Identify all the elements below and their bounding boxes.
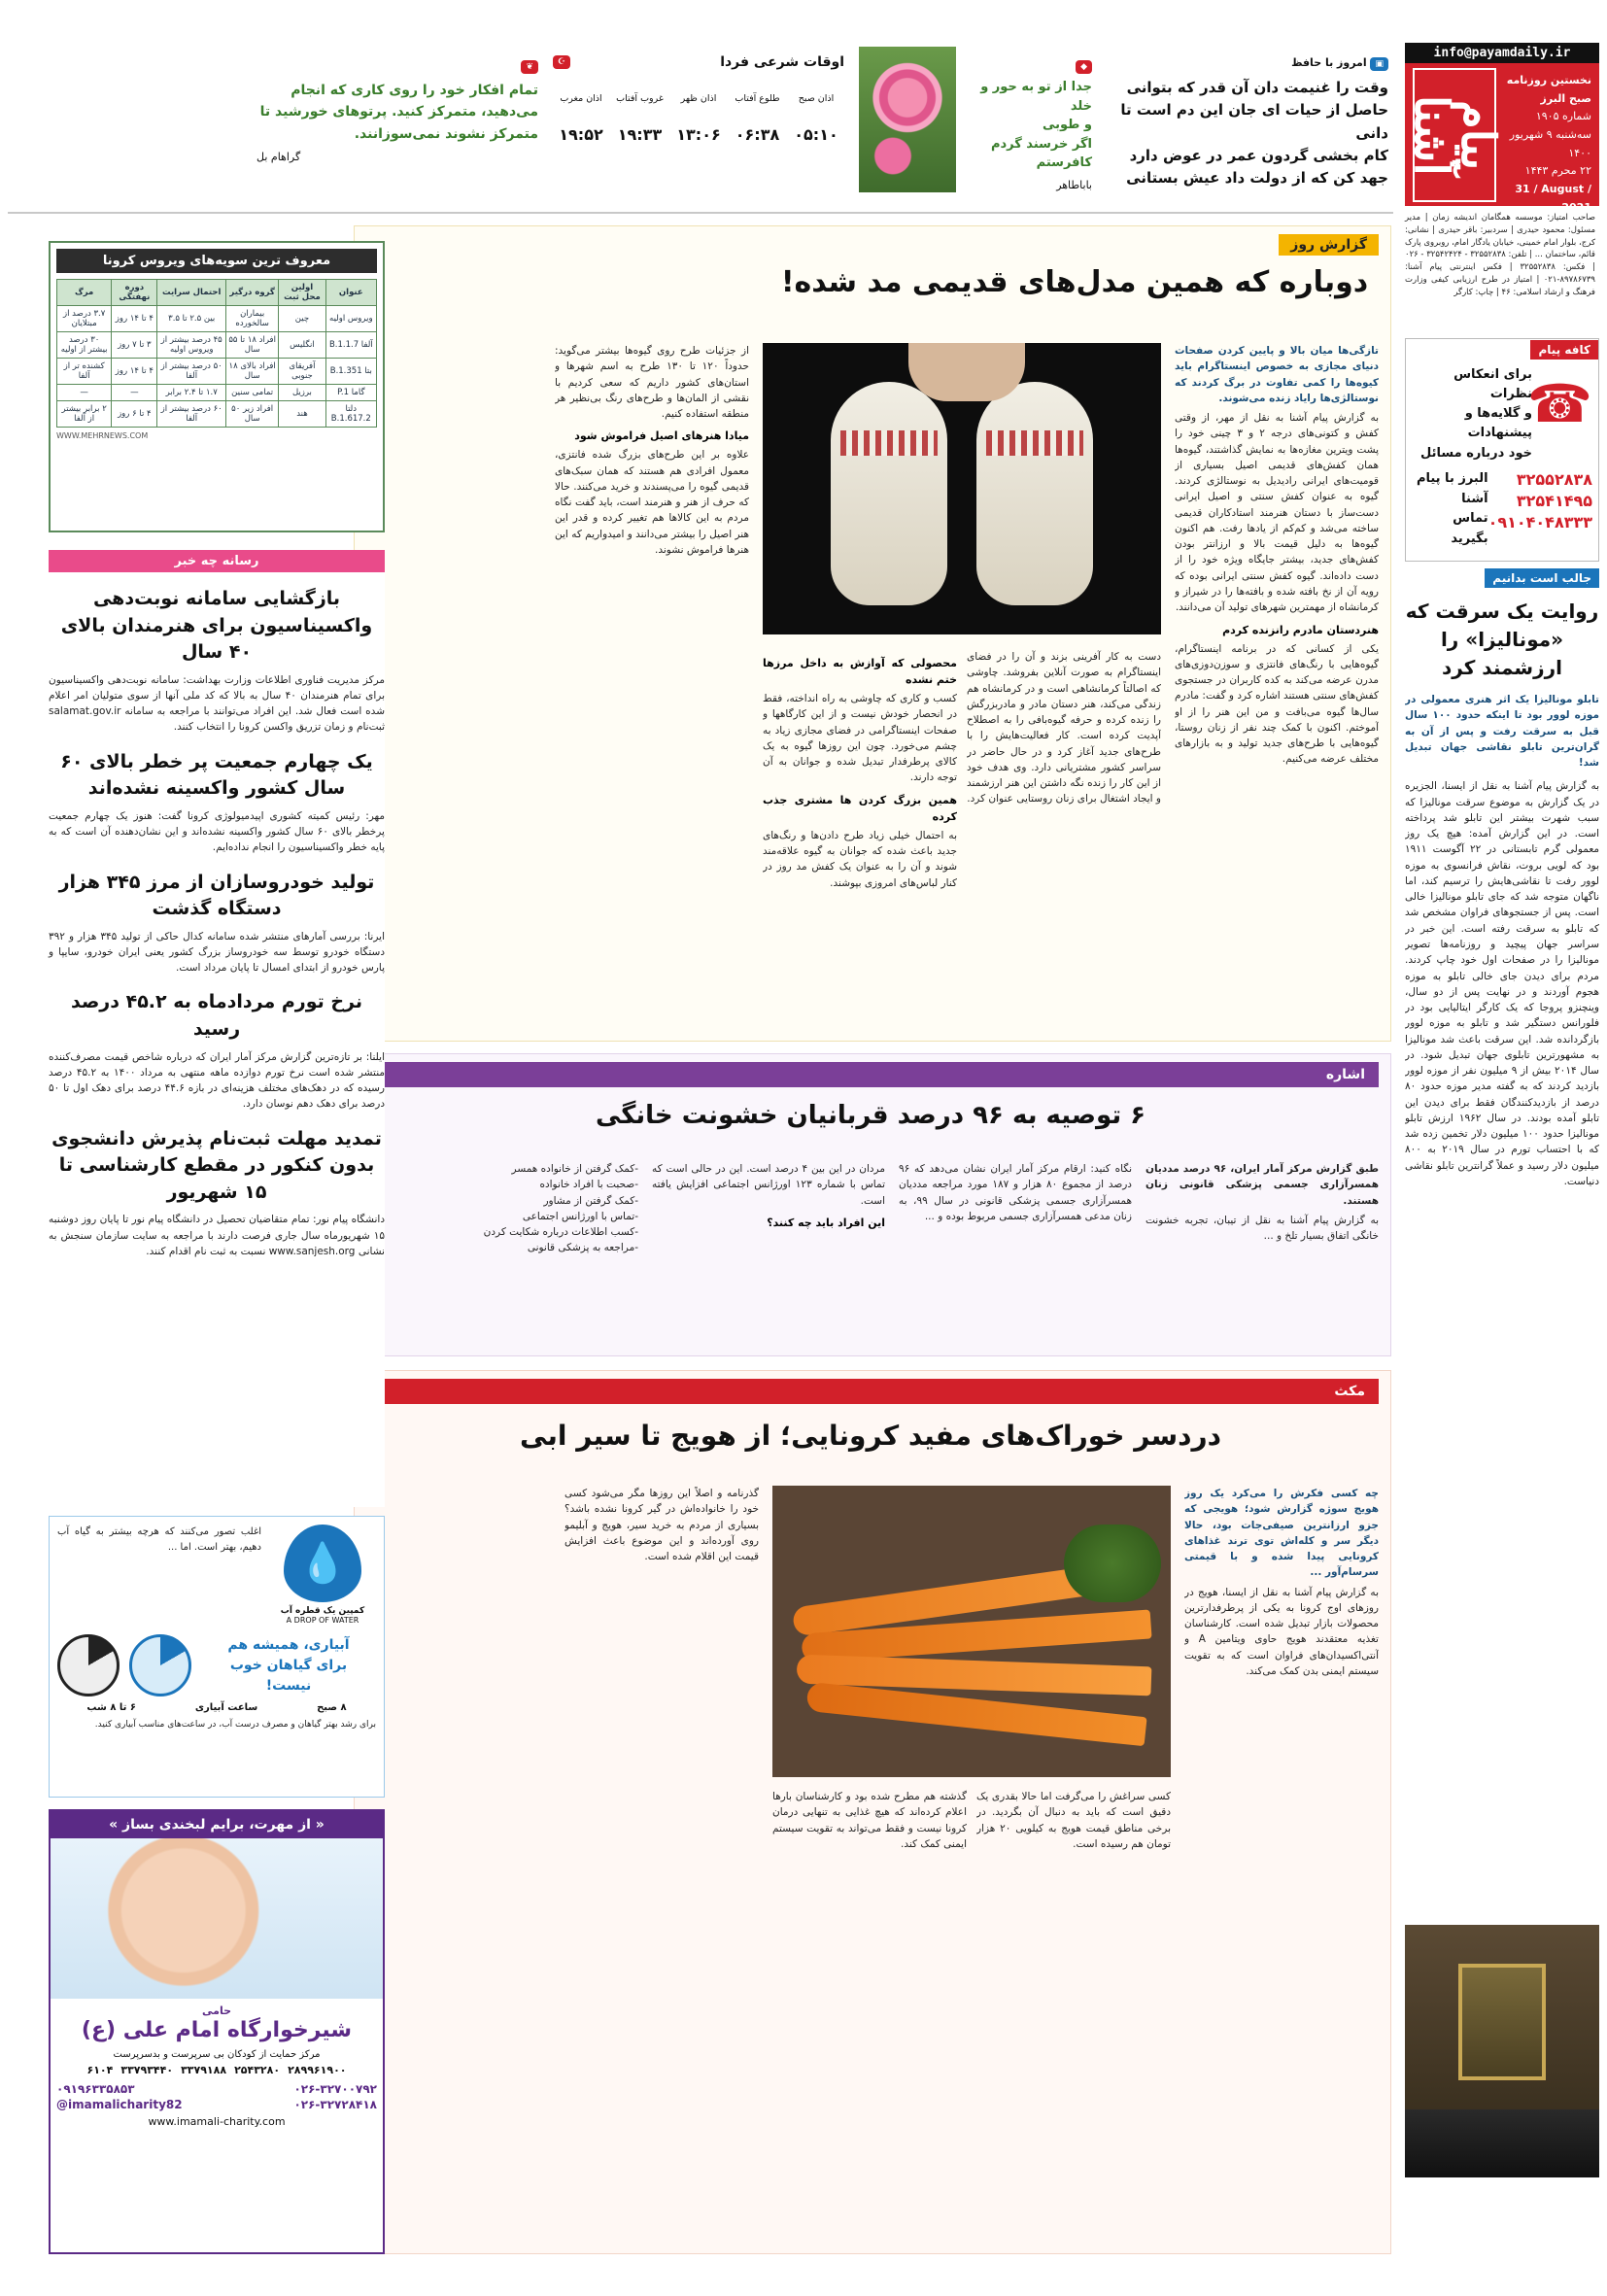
prayer-dhuhr: اذان ظهر ۱۳:۰۶ <box>676 93 721 144</box>
report-lead: تازگی‌ها میان بالا و پایین کردن صفحات دنیای مجازی به خصوص اینستاگرام باید کیوه‌ها را کمی تفاوت در برگ کردند که نوستالژی‌ها رایاد زنده می‌شوند. <box>1175 345 1379 404</box>
prayer-icon: ☪ <box>553 55 570 69</box>
carrots-photo <box>772 1486 1171 1777</box>
robbery-body: به گزارش پیام آشنا به نقل از ایسنا، الجزیره در یک گزارش به موضوع سرقت مونالیزا که سبب شهرت بیشتر این تابلو شد پرداخته است. در این گزارش آمده: هیچ یک روز معمولی گرم تابستانی در ۲۲ آگوست ۱۹۱۱ بود که لویی بروت، نقاش فرانسوی به موزه لوور رفت تا نقاشی‌هایش را ترسیم کند، اما ناگهان متوجه شد که جای تابلو مونالیزا خالی است. پس از جستجوهای فراوان مشخص شد که تابلو به سرقت رفته است. این خبر در سراسر جهان پیچید و روزنامه‌ها تصویر مونالیزا را در صفحات اول خود چاپ کردند. مردم برای دیدن جای خالی تابلو به موزه هجوم آوردند و در نهایت پس از دو سال، وینچنزو پروجا که یک کارگر ایتالیایی بود در فلورانس دستگیر شد و تابلو به موزه لوور بازگردانده شد. این سرقت باعث شد مونالیزا به مشهورترین تابلوی جهان تبدیل شود. در سال ۲۰۱۴ بیش از ۹ میلیون نفر از موزه لوور بازدید کردند که به گفته مدیر موزه حدود ۸۰ درصد از بازدیدکنندگان فقط برای دیدن این تابلو آمده بودند. در سال ۱۹۶۲ ارزش تابلو مونالیزا حدود ۱۰۰ میلیون دلار تخمین زده شد که با احتساب تورم در سال ۲۰۱۹ به ۸۰۰ میلیون دلار رسید و عملاً گرانترین تابلو نقاشی دنیاست. <box>1405 780 1599 1187</box>
violence-col1-text: طبق گزارش مرکز آمار ایران، ۹۶ درصد مددیان همسرآزاری جسمی پزشکی قانونی زنان هستند. <box>1145 1163 1379 1207</box>
leaf-icon: ❦ <box>521 60 538 74</box>
news-feed <box>49 550 385 1507</box>
robbery-tag: جالب است بدانیم <box>1485 568 1599 588</box>
hafez-line-2: حاصل از حیات ای جان این دم است تا دانی <box>1120 101 1388 142</box>
report-headline: دوباره که همین مدل‌های قدیمی مد شده! <box>780 265 1369 299</box>
corona-title: معروف ترین سویه‌های ویروس کرونا <box>56 249 377 273</box>
rose-photo <box>859 47 956 192</box>
leaf-quote-author: گراهام بل <box>256 151 301 164</box>
evening-clock-icon <box>57 1634 120 1696</box>
robbery-lead: تابلو مونالیزا یک اثر هنری معمولی در موزه لوور بود تا اینکه حدود ۱۰۰ سال قبل به سرقت رفت و پس از آن به گران‌ترین تابلو نقاشی جهان تبدیل شد! <box>1405 694 1599 770</box>
poem-box <box>966 54 1092 200</box>
poem-line-2: و طوبی <box>1042 118 1092 132</box>
hafez-line-1: وقت را غنیمت دان آن قدر که بتوانی <box>1126 79 1388 96</box>
report-col3-subhead-2: همین بزرگ کردن ها مشتری جذب کرده <box>763 793 957 823</box>
charity-phone-5[interactable]: ۶۱۰۴ <box>86 2063 114 2076</box>
carrot-col-4 <box>564 1486 759 2244</box>
clock-label-evening: ۶ تا ۸ شب <box>86 1702 137 1713</box>
table-row: دلتا B.1.617.2 هند افراد زیر ۵۰ سال ۶۰ درصد بیشتر از آلفا ۴ تا ۶ روز ۲ برابر بیشتر از آلفا <box>57 401 377 428</box>
cafe-line-2: و گلایه‌ها و پیشنهادات <box>1464 406 1532 441</box>
table-row: گاما P.1 برزیل تمامی سنین ۱.۷ تا ۲.۴ برابر — — <box>57 385 377 401</box>
hafez-line-3: کام بخشی گردون عمر در عوض دارد <box>1129 146 1388 164</box>
carrot-col2-text: کسی سراغش را می‌گرفت اما حالا بقدری یک دقیق است که باید به دنبال آن بگردید. در برخی مناطق قیمت هویج به کیلویی ۲۰ هزار تومان هم رسیده است. <box>976 1791 1171 1850</box>
charity-website[interactable]: www.imamali-charity.com <box>148 2114 286 2128</box>
hafez-label: ▣ امروز با حافظ <box>1107 56 1388 71</box>
cafe-line-5: تماس بگیرید <box>1451 511 1488 547</box>
report-col3b-text: به احتمال خیلی زیاد طرح دادن‌ها و رنگ‌های جدید باعث شده که جوانان به گیوه علاقه‌مند شوند و آن را به عنوان یک کفش مد روز در کنار لباس‌های امروزی بپوشند. <box>763 829 957 889</box>
leaf-quote-text: تمام افکار خود را روی کاری که انجام می‌دهید، متمرکز کنید. پرتوهای خورشید تا متمرکز نشوند نمی‌سوزانند. <box>259 83 538 142</box>
poem-line-4: کافرستم <box>1036 155 1092 170</box>
charity-sponsor: حامی <box>202 2005 231 2017</box>
robbery-headline: روایت یک سرقت که «مونالیزا» را ارزشمند کرد <box>1405 600 1599 679</box>
violence-tips <box>376 1161 638 1346</box>
clock-label-title: ساعت آبیاری <box>194 1702 258 1713</box>
news-item <box>49 989 385 1112</box>
clock-label-morning: ۸ صبح <box>317 1702 347 1713</box>
violence-headline: ۶ توصیه به ۹۶ درصد قربانیان خشونت خانگی <box>595 1101 1146 1130</box>
carrot-tag: مکث <box>1334 1384 1365 1399</box>
corona-header-row: عنوان اولین محل ثبت گروه درگیر احتمال سرایت دوره نهفتگی مرگ <box>57 280 377 306</box>
news-body-2: مهر: رئیس کمیته کشوری اپیدمیولوژی کرونا گفت: هنوز یک چهارم جمعیت پرخطر بالای ۶۰ سال کشور واکسینه نشده‌اند و این نشان‌دهنده آن است که به پایه خطر واکسیناسیون را انجام نداده‌ایم. <box>49 809 385 854</box>
poem-line-3: اگر خرسند گردم <box>990 136 1092 152</box>
carrot-headline: دردسر خوراک‌های مفید کرونایی؛ از هویج تا سیر ابی <box>520 1420 1221 1452</box>
water-line-2: برای گیاهان خوب <box>229 1657 348 1673</box>
water-line-1: آبیاری، همیشه هم <box>227 1636 350 1653</box>
violence-tip-4: -تماس با اورژانس اجتماعی <box>522 1210 638 1222</box>
charity-phone-2[interactable]: ۲۵۴۳۲۸۰ <box>234 2063 281 2076</box>
charity-tel-2[interactable]: ۰۲۶-۳۲۷۲۸۴۱۸ <box>293 2097 377 2111</box>
report-col3-text: کسب و کاری که چاوشی به راه انداخته، فقط در انحصار خودش نیست و از این کارگاهها و صفحات اینستاگرامی در فضای مجازی زیاد به چشم می‌خورد. چون این روزها گیوه به یک کالای پرطرفدار تبدیل شده و جوانان به آن توجه دارند. <box>763 693 957 784</box>
brand-badge-icon: ◆ <box>1076 60 1092 74</box>
charity-ad <box>49 1809 385 2254</box>
water-brand: کمپین یک قطره آب <box>280 1606 365 1616</box>
date-fa: سه‌شنبه ۹ شهریور ۱۴۰۰ <box>1509 128 1591 159</box>
poem-line-1: جدا از تو به حور و خلد <box>980 80 1092 114</box>
news-item <box>49 749 385 856</box>
masthead <box>1404 43 1599 214</box>
prayer-sunrise: طلوع آفتاب ۰۶:۳۸ <box>735 93 780 144</box>
calendar-icon: ▣ <box>1370 57 1388 71</box>
news-headline-1[interactable]: بازگشایی سامانه نوبت‌دهی واکسیناسیون برای هنرمندان بالای ۴۰ سال <box>60 588 373 664</box>
news-headline-5[interactable]: تمدید مهلت ثبت‌نام پذیرش دانشجوی بدون کنکور در مقطع کارشناسی تا ۱۵ شهریور <box>51 1127 382 1203</box>
prayer-sunset: غروب آفتاب ۱۹:۳۳ <box>616 93 664 144</box>
violence-col3-subhead: این افراد باید چه کنند؟ <box>767 1216 885 1229</box>
news-headline-4[interactable]: نرخ تورم مردادماه به ۴۵.۲ درصد رسید <box>70 991 363 1041</box>
cafe-phone-2[interactable]: ۳۲۵۴۱۴۹۵ <box>1516 492 1592 511</box>
cafe-line-3: خود درباره مسائل <box>1420 445 1532 461</box>
report-col-2 <box>967 649 1161 1023</box>
corona-table <box>56 279 377 428</box>
carrot-col-3 <box>772 1789 967 2245</box>
masthead-email[interactable]: info@payamdaily.ir <box>1405 43 1599 63</box>
water-drop-icon: 💧 <box>284 1525 361 1602</box>
report-col3-subhead-1: محصولی که آوازش به داخل مرزها ختم نشده <box>763 657 957 687</box>
cafe-line-4: البرز با پیام آشنا <box>1416 470 1488 506</box>
morning-clock-icon <box>129 1634 191 1696</box>
report-col2-text: دست به کار آفرینی بزند و آن را در فضای اینستاگرام به صورت آنلاین بفروشد. چاوشی که اصالتاً کرمانشاهی است و در کرمانشاه هم زندگی می‌کند، هنر دستان مادر و مادربزرگش را زنده کرده و حرفه گیوه‌بافی را به اصطلاح آپدیت کرده است. کار فعالیت‌هایش را با طرح‌های جدید آغاز کرد و در حال حاضر در سراسر کشور مشتریانی دارد. وی هدف خود از این کار را زنده نگه داشتن این هنر ارزشمند و ایجاد اشتغال برای زنان روستایی عنوان کرد. <box>967 651 1161 805</box>
robbery-section <box>1405 567 1599 2253</box>
charity-title: شیرخوارگاه امام علی (ع) <box>81 2018 353 2042</box>
report-col4b-text: علاوه بر این طرح‌های بزرگ شده فانتزی، معمول افرادی هم هستند که همان سبک‌های قدیمی گیوه را می‌پسندند و خرید می‌کنند. حالا که حرف از هنر و هنرمند است، باید گفت نگاه مردم به این کالاها هم تغییر کرده و قدر این هنر اصیل را بیشتر می‌دانند و امیدواریم که این هنرها فراموش نشوند. <box>555 449 749 556</box>
news-item <box>49 870 385 977</box>
date-hijri: ۲۲ محرم ۱۴۴۳ <box>1524 164 1591 178</box>
carrot-lead: چه کسی فکرش را می‌کرد یک روز هویج سوژه گزارش شود؛ هویجی که جزو ارزانترین صیفی‌جات بود، حالا دیگر سر و کله‌اش توی ترند غذاهای کرونایی پیدا شده و با قیمتی سرسام‌آور ... <box>1184 1488 1379 1579</box>
water-tip: اغلب تصور می‌کنند که هرچه بیشتر به گیاه آب دهیم، بهتر است. اما ... <box>57 1526 261 1553</box>
corona-box <box>49 241 385 532</box>
hafez-line-4: جهد کن که از دولت داد عیش بستانی <box>1126 169 1388 187</box>
violence-col1b-text: به گزارش پیام آشنا به نقل از تیبان، تجربه خشونت خانگی اتفاق بسیار تلخ و ... <box>1145 1214 1379 1243</box>
news-body-1: مرکز مدیریت فناوری اطلاعات وزارت بهداشت: سامانه نوبت‌دهی واکسیناسیون برای تمام هنرمندان ۴۰ سال به بالا که کد ملی آنها از سوی متولیان امر اعلام شده است فعال شد. این افراد می‌توانند با مراجعه به سامانه salamat.gov.ir ثبت‌نام و زمان تزریق واکسن کرونا را انتخاب کنند. <box>49 673 385 734</box>
news-headline-2[interactable]: یک چهارم جمعیت پر خطر بالای ۶۰ سال کشور واکسینه نشده‌اند <box>60 750 373 800</box>
poem-author: باباطاهر <box>1056 178 1092 191</box>
carrot-col1-text: به گزارش پیام آشنا به نقل از ایسنا، هویج در روزهای اوج کرونا به یکی از پرطرفدارترین محصولات بازار تبدیل شده است. کارشناسان تغذیه معتقدند هویج حاوی ویتامین A و آنتی‌اکسیدان‌های فراوان است که به تقویت سیستم ایمنی بدن کمک می‌کند. <box>1184 1586 1379 1677</box>
news-body-5: دانشگاه پیام نور: تمام متقاضیان تحصیل در دانشگاه پیام نور تا پایان روز دوشنبه ۱۵ شهریورماه سال جاری فرصت دارند با مراجعه به سایت سازمان سنجش به نشانی www.sanjesh.org نسبت به ثبت نام اقدام کنند. <box>49 1214 385 1257</box>
water-ad <box>49 1516 385 1798</box>
report-col1-subhead: هنردستان مادرم رانزنده کردم <box>1222 623 1379 636</box>
water-footer: برای رشد بهتر گیاهان و مصرف درست آب، در ساعت‌های مناسب آبیاری کنید. <box>94 1720 376 1730</box>
report-col1b-text: یکی از کسانی که در برنامه اینستاگرام، گیوه‌هایی با رنگ‌های فانتزی و سوزن‌دوزی‌های مدرن عرضه می‌کند به کده کاربران در جستجوی کفش‌های سنتی هستند اشاره کرد و گفت: مادرم سال‌ها گیوه می‌بافت و من این هنر را از او آموختم. اکنون با کمک چند نفر از زنان روستا، گیوه‌هایی با طرح‌های جدید تولید و به بازارهای مختلف عرضه می‌کنیم. <box>1175 642 1379 766</box>
publisher-info: صاحب امتیاز: موسسه همگامان اندیشه زمان | مدیر مسئول: محمود حیدری | سردبیر: باقر حیدری | نشانی: کرج، بلوار امام خمینی، خیابان یادگار امام، روبروی پارک قائم، ساختمان ... | تلفن: ۳۲۵۵۲۸۳۸ - ۳۲۵۴۲۴۲۴ - ۰۲۶ | فکس: ۳۲۵۵۲۸۳۸ | فکس اینترنتی پیام آشنا: ۸۹۷۸۶۷۳۹-۰۲۱ | امتیاز در طرح ارزیابی کیفی وزارت فرهنگ و ارشاد اسلامی: ۴۶ | چاپ: کارگر <box>1405 213 1595 297</box>
violence-tag-bar <box>364 1062 1379 1087</box>
prayer-times <box>553 54 844 200</box>
violence-section <box>354 1053 1391 1356</box>
cafe-payam-box <box>1405 338 1599 562</box>
carrot-col-1 <box>1184 1486 1379 2244</box>
table-row: بتا B.1.351 آفریقای جنوبی افراد بالای ۱۸ سال ۵۰ درصد بیشتر از آلفا ۴ تا ۱۴ روز کشنده تر از آلفا <box>57 359 377 385</box>
charity-tel-1[interactable]: ۰۲۶-۳۲۷۰۰۷۹۲ <box>293 2081 377 2096</box>
carrot-col4-text: گذرنامه و اصلاً این روزها مگر می‌شود کسی خود را خانواده‌اش در گیر کرونا نشده باشد؟ بسیاری از مردم به خرید سیر، هویج و آبلیمو روی آورده‌اند و این موضوع باعث افزایش قیمت این اقلام شده است. <box>564 1488 759 1563</box>
carrot-col3-text: گذشته هم مطرح شده بود و کارشناسان بارها اعلام کرده‌اند که هیچ غذایی به تنهایی درمان کرونا نیست و فقط می‌تواند به تقویت سیستم ایمنی کمک کند. <box>772 1791 967 1850</box>
cafe-line-1: برای انعکاس نظرات <box>1453 367 1532 402</box>
hafez-box <box>1107 56 1388 202</box>
news-headline-3[interactable]: تولید خودروسازان از مرز ۳۴۵ هزار دستگاه گذشت <box>58 871 375 920</box>
baby-photo <box>51 1838 383 1999</box>
report-col-4 <box>555 343 749 1023</box>
prayer-fajr: اذان صبح ۰۵:۱۰ <box>794 93 838 144</box>
table-row: ویروس اولیه چین بیماران سالخورده بین ۲.۵ تا ۳.۵ ۴ تا ۱۴ روز ۳.۷ درصد از مبتلایان <box>57 306 377 332</box>
report-col1-text: به گزارش پیام آشنا به نقل از مهر، از وقتی کفش و کتونی‌های درجه ۲ و ۳ چینی خود را پشت ویترین مغازه‌ها به نمایش گذاشتند، گیوه‌ها همان کفش‌های قدیمی اصیل بسیاری از قومیت‌های ایرانی رادیدیل به نوستالژی کردند. گیوه به عنوان کفش سنتی و اصیل ایرانی دست‌ساز با دستان هنرمند استادکاران قدیمی ساخته می‌شد و کم‌کم از یادها رفت. هم اکنون گیوه‌ها به دلیل قیمت بالا و ارزانتر بودن کفش‌های جدید، بیشتر جایگاه ویژه خود را از دست داده‌اند. گیوه کفش سنتی ایرانی بوده که رویه آن از نخ بافته شده و بافته‌ها را در شیراز و کرمانشاه از مهمترین شهرهای تولید آن می‌دانند. <box>1175 412 1379 614</box>
header-divider <box>8 212 1393 214</box>
carrot-section <box>354 1370 1391 2254</box>
violence-tip-5: -کسب اطلاعات درباره شکایت کردن <box>483 1226 638 1239</box>
charity-mobile[interactable]: ۰۹۱۹۶۳۳۵۸۵۳ <box>56 2081 135 2096</box>
news-body-3: ایرنا: بررسی آمارهای منتشر شده سامانه کدال حاکی از تولید ۳۴۵ هزار و ۳۹۲ دستگاه خودرو توسط سه خودروساز بزرگ کشور یعنی ایران خودرو، سایپا و پارس خودرو از ابتدای امسال تا پایان مرداد است. <box>49 930 385 975</box>
masthead-info <box>1494 72 1591 218</box>
table-row: آلفا B.1.1.7 انگلیس افراد ۱۸ تا ۵۵ سال ۴۵ درصد بیشتر از ویروس اولیه ۳ تا ۷ روز ۳۰ درصد بیشتر از اولیه <box>57 332 377 359</box>
cafe-phone-3[interactable]: ۰۹۱۰۴۰۴۸۳۳۳ <box>1487 513 1592 532</box>
news-item <box>49 586 385 736</box>
charity-desc: مرکز حمایت از کودکان بی سرپرست و بدسرپرست <box>113 2048 321 2060</box>
violence-col-3 <box>652 1161 885 1346</box>
carrot-col-2 <box>976 1789 1171 2245</box>
carrot-tag-bar <box>364 1379 1379 1404</box>
water-brand-en: A DROP OF WATER <box>286 1616 359 1625</box>
violence-tip-6: -مراجعه به پزشکی قانونی <box>527 1242 638 1254</box>
report-col4-text: از جزئیات طرح روی گیوه‌ها بیشتر می‌گوید: حدوداً ۱۲۰ تا ۱۳۰ طرح به اسم شهرها و استان‌های کشور داریم که سعی کردیم با نقشی از المان‌ها و طرح‌های رنگ بی‌نظیر هر منطقه استفاده کنیم. <box>555 345 749 421</box>
leaf-quote <box>256 54 538 200</box>
violence-tip-2: -صحبت با افراد خانواده <box>539 1179 638 1191</box>
prayer-times-title: اوقات شرعی فردا <box>720 54 844 70</box>
violence-col-1 <box>1145 1161 1379 1346</box>
report-col4-subhead: میادا هنرهای اصیل فراموش شود <box>574 429 749 443</box>
prayer-maghrib: اذان مغرب ۱۹:۵۲ <box>559 93 603 144</box>
violence-col3-text: مردان در این بین ۴ درصد است. این در حالی است که تماس با شماره ۱۲۳ اورژانس اجتماعی افزایش یافته است. <box>652 1163 885 1207</box>
news-feed-title: رسانه چه خبر <box>49 550 385 572</box>
giveh-shoes-photo <box>763 343 1161 634</box>
report-tag: گزارش روز <box>1279 234 1379 256</box>
news-body-4: ایلنا: بر تازه‌ترین گزارش مرکز آمار ایران که درباره شاخص قیمت مصرف‌کننده منتشر شده است نرخ تورم دوازده ماهه منتهی به مرداد ۱۴۰۰ به ۴۵.۲ درصد رسیده که در دهک‌های مختلف هزینه‌ای در بازه ۴۴.۶ درصد برای دهک اول تا ۵۰ درصد برای دهک دهم نوسان دارد. <box>49 1050 386 1111</box>
violence-tip-1: -کمک گرفتن از خانواده همسر <box>511 1163 638 1175</box>
charity-instagram[interactable]: @imamalicharity82 <box>56 2097 183 2111</box>
cafe-payam-title: کافه پیام <box>1530 340 1598 360</box>
date-en: 31 / August / 2021 <box>1515 183 1591 214</box>
violence-col2-text: نگاه کنید: ارقام مرکز آمار ایران نشان می‌دهد که ۹۶ درصد از مجموع ۸۰ هزار و ۱۸۷ مورد مراجعه مددیان همسرآزاری جسمی پزشکی قانونی در سال ۹۹، به زنان مدعی همسرآزاری جسمی مربوط بوده و ... <box>899 1163 1132 1222</box>
violence-col-2 <box>899 1161 1132 1346</box>
water-line-3: نیست! <box>265 1677 312 1694</box>
monalisa-photo <box>1405 1925 1599 2177</box>
issue-number: شماره ۱۹۰۵ <box>1535 110 1591 123</box>
prayer-times-grid <box>553 93 844 144</box>
report-col-3 <box>763 649 957 1023</box>
charity-phone-3[interactable]: ۳۳۷۹۱۸۸ <box>181 2063 227 2076</box>
violence-tag: اشاره <box>1325 1067 1365 1082</box>
report-section <box>354 225 1391 1042</box>
news-item <box>49 1126 385 1259</box>
charity-phone-1[interactable]: ۲۸۹۹۶۱۹۰۰ <box>288 2063 347 2076</box>
telephone-icon: ☎ <box>1526 373 1592 434</box>
violence-tip-3: -کمک گرفتن از مشاور <box>543 1194 638 1207</box>
report-col-1 <box>1175 343 1379 1023</box>
newspaper-logo: پیام آشنا <box>1413 68 1496 202</box>
charity-phone-4[interactable]: ۳۳۷۹۳۴۴۰ <box>120 2063 174 2076</box>
masthead-tagline: نخستین روزنامه صبح البرز <box>1506 74 1591 105</box>
cafe-phone-1[interactable]: ۳۲۵۵۲۸۳۸ <box>1516 469 1592 489</box>
corona-source[interactable]: WWW.MEHRNEWS.COM <box>56 431 149 440</box>
charity-slogan: « از مهرت، برایم لبخندی بساز » <box>51 1811 383 1838</box>
